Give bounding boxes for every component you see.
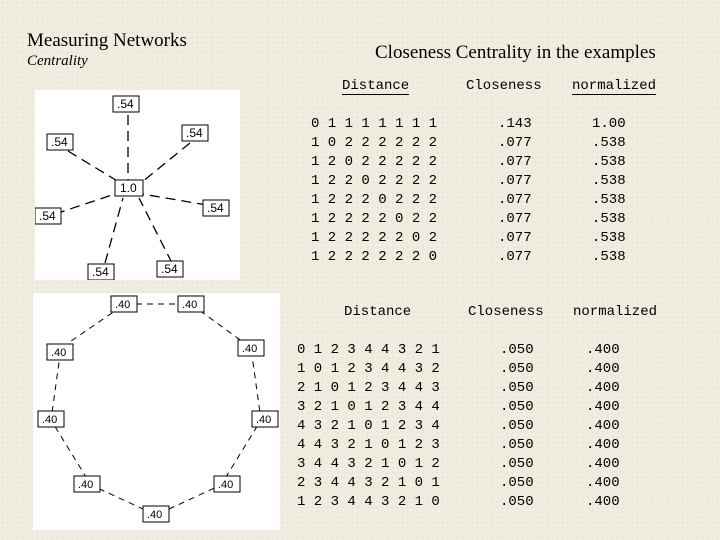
ring-graph — [33, 293, 280, 530]
ring-distance-row: 1 0 1 2 3 4 4 3 2 — [297, 361, 440, 377]
star-closeness-value: .077 — [498, 173, 532, 189]
star-closeness-value: .077 — [498, 154, 532, 170]
ring-closeness-value: .050 — [500, 475, 534, 491]
star-distance-row: 1 2 0 2 2 2 2 2 — [311, 154, 438, 170]
star-edge — [55, 194, 115, 214]
star-label-lower-right: .54 — [161, 262, 178, 276]
star-closeness-header: Closeness — [466, 78, 542, 94]
star-label-top: .54 — [117, 97, 134, 111]
ring-closeness-value: .050 — [500, 418, 534, 434]
ring-closeness-value: .050 — [500, 494, 534, 510]
ring-node-label: .40 — [182, 299, 198, 311]
star-normalized-value: 1.00 — [592, 116, 626, 132]
ring-normalized-value: .400 — [586, 418, 620, 434]
star-closeness-value: .077 — [498, 135, 532, 151]
star-distance-row: 1 0 2 2 2 2 2 2 — [311, 135, 438, 151]
star-label-upper-right: .54 — [186, 126, 203, 140]
ring-node-label: .40 — [218, 479, 234, 491]
star-closeness-value: .077 — [498, 249, 532, 265]
star-label-left: .54 — [39, 209, 56, 223]
ring-node-label: .40 — [115, 299, 131, 311]
ring-closeness-value: .050 — [500, 380, 534, 396]
star-normalized-value: .538 — [592, 173, 626, 189]
ring-distance-row: 3 2 1 0 1 2 3 4 4 — [297, 399, 440, 415]
star-label-right: .54 — [207, 201, 224, 215]
star-distance-row: 0 1 1 1 1 1 1 1 — [311, 116, 438, 132]
ring-normalized-value: .400 — [586, 456, 620, 472]
ring-graph-panel — [33, 293, 280, 530]
ring-closeness-value: .050 — [500, 342, 534, 358]
star-label-center: 1.0 — [120, 181, 137, 195]
ring-normalized-header: normalized — [573, 304, 658, 320]
star-distance-row: 1 2 2 2 2 0 2 2 — [311, 211, 438, 227]
star-distance-row: 1 2 2 2 2 2 2 0 — [311, 249, 438, 265]
ring-node-label: .40 — [242, 343, 258, 355]
ring-distance-row: 1 2 3 4 4 3 2 1 0 — [297, 494, 440, 510]
ring-closeness-value: .050 — [500, 399, 534, 415]
star-normalized-value: .538 — [592, 192, 626, 208]
star-edge — [105, 198, 123, 263]
ring-node-label: .40 — [42, 414, 58, 426]
ring-normalized-value: .400 — [586, 399, 620, 415]
star-normalized-value: .538 — [592, 211, 626, 227]
star-label-upper-left: .54 — [51, 135, 68, 149]
section-subtitle: Centrality — [27, 53, 88, 69]
star-closeness-value: .077 — [498, 211, 532, 227]
ring-closeness-header: Closeness — [468, 304, 544, 320]
ring-normalized-value: .400 — [586, 494, 620, 510]
star-closeness-value: .077 — [498, 192, 532, 208]
star-distance-row: 1 2 2 2 0 2 2 2 — [311, 192, 438, 208]
ring-normalized-value: .400 — [586, 361, 620, 377]
ring-closeness-value: .050 — [500, 361, 534, 377]
slide-title: Closeness Centrality in the examples — [375, 42, 656, 63]
section-title: Measuring Networks — [27, 30, 187, 51]
ring-normalized-value: .400 — [586, 475, 620, 491]
ring-distance-row: 0 1 2 3 4 4 3 2 1 — [297, 342, 440, 358]
star-edge — [139, 198, 172, 263]
ring-node-label: .40 — [78, 479, 94, 491]
star-normalized-value: .538 — [592, 135, 626, 151]
star-closeness-value: .077 — [498, 230, 532, 246]
star-edge — [142, 143, 190, 182]
ring-distance-row: 3 4 4 3 2 1 0 1 2 — [297, 456, 440, 472]
star-edge — [142, 194, 207, 205]
ring-distance-row: 2 3 4 4 3 2 1 0 1 — [297, 475, 440, 491]
star-normalized-value: .538 — [592, 230, 626, 246]
star-distance-header: Distance — [342, 78, 410, 94]
star-edge — [68, 151, 119, 182]
star-graph — [35, 90, 240, 280]
star-graph-panel — [35, 90, 240, 280]
ring-distance-row: 2 1 0 1 2 3 4 4 3 — [297, 380, 440, 396]
star-distance-row: 1 2 2 2 2 2 0 2 — [311, 230, 438, 246]
ring-distance-row: 4 3 2 1 0 1 2 3 4 — [297, 418, 440, 434]
star-distance-row: 1 2 2 0 2 2 2 2 — [311, 173, 438, 189]
star-normalized-value: .538 — [592, 154, 626, 170]
ring-closeness-value: .050 — [500, 456, 534, 472]
ring-closeness-value: .050 — [500, 437, 534, 453]
star-normalized-header: normalized — [572, 78, 657, 94]
ring-normalized-value: .400 — [586, 342, 620, 358]
star-closeness-value: .143 — [498, 116, 532, 132]
ring-node-label: .40 — [147, 509, 163, 521]
ring-normalized-value: .400 — [586, 437, 620, 453]
star-normalized-value: .538 — [592, 249, 626, 265]
star-label-lower-left: .54 — [92, 265, 109, 279]
ring-node-label: .40 — [256, 414, 272, 426]
ring-normalized-value: .400 — [586, 380, 620, 396]
ring-distance-header: Distance — [344, 304, 412, 320]
ring-distance-row: 4 4 3 2 1 0 1 2 3 — [297, 437, 440, 453]
ring-node-label: .40 — [51, 347, 67, 359]
